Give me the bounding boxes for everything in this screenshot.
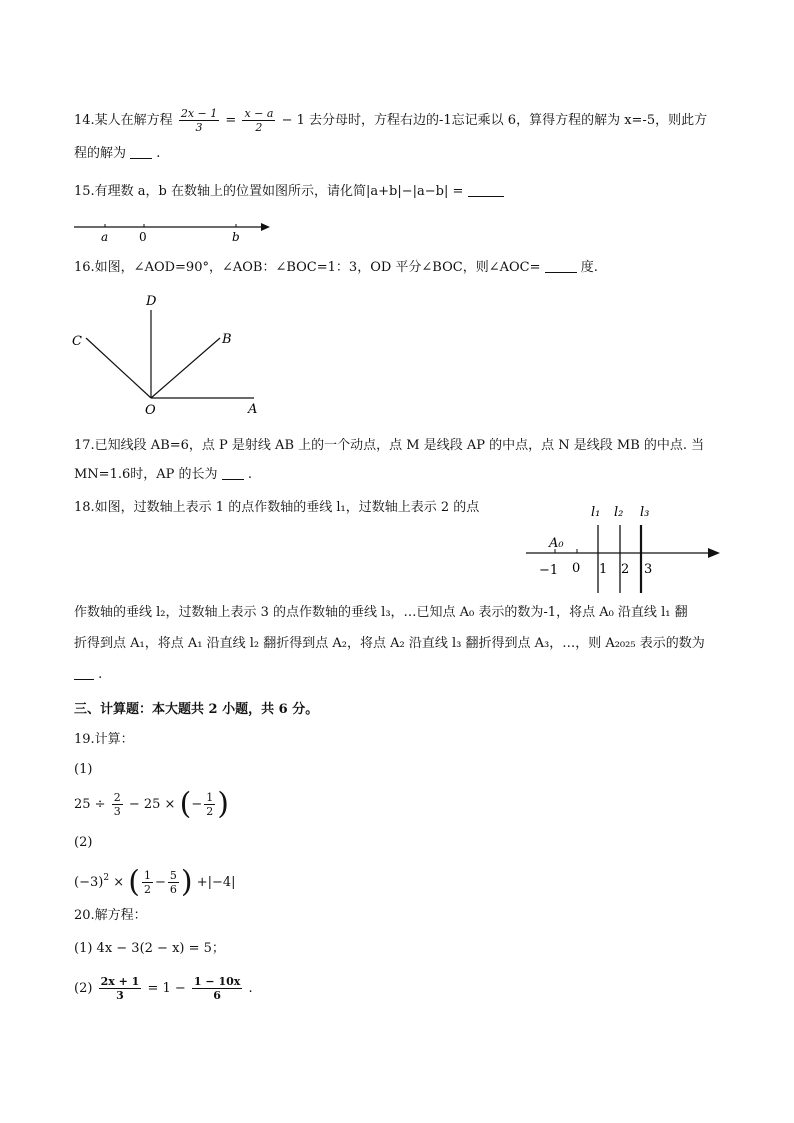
- answer-blank: [545, 272, 577, 273]
- q15-number-line: [70, 215, 280, 247]
- tick-2: 2: [621, 562, 630, 577]
- q19-expr1-fraction1: $\frac{2}{3}$: [113, 791, 121, 818]
- tick-3: 3: [644, 562, 653, 577]
- q20-eq2-fraction2: $\frac{1 - 10x}{6}$: [193, 975, 241, 1002]
- axis-label-a: a: [101, 230, 109, 244]
- point-C: C: [72, 334, 82, 349]
- point-O: O: [145, 403, 156, 418]
- tick-0: 0: [572, 561, 581, 576]
- q16-angle-diagram: [68, 290, 268, 420]
- q20-eq2-fraction1: $\frac{2x + 1}{3}$: [100, 975, 140, 1002]
- q19-expr1-fraction2: $\frac{1}{2}$: [206, 791, 214, 818]
- question-19-part2-label: (2): [74, 835, 93, 850]
- line-l2-label: l₂: [614, 505, 624, 520]
- tick-1: 1: [599, 562, 608, 577]
- question-15: 15.有理数 a，b 在数轴上的位置如图所示，请化简|a+b|−|a−b| =: [74, 183, 504, 201]
- q19-expr2-fraction2: $\frac{5}{6}$: [169, 869, 177, 896]
- question-18-line3: 折得到点 A₁，将点 A₁ 沿直线 l₂ 翻折得到点 A₂，将点 A₂ 沿直线 l₃ 翻折得到点 A₃，…，则 A₂₀₂₅ 表示的数为: [74, 636, 705, 651]
- question-19-expr1: 25 ÷ $\frac{2}{3}$ − 25 × (− $\frac{1}{2}$ ): [74, 786, 229, 822]
- axis-label-0: 0: [139, 230, 147, 244]
- answer-blank: [468, 196, 504, 197]
- q19-expr2-fraction1: $\frac{1}{2}$: [143, 869, 151, 896]
- question-20-eq1: (1) 4x − 3(2 − x) = 5；: [74, 941, 225, 956]
- section-3-title: 三、计算题：本大题共 2 小题，共 6 分。: [74, 702, 319, 717]
- point-A: A: [248, 402, 258, 417]
- question-17-line1: 17.已知线段 AB=6，点 P 是射线 AB 上的一个动点，点 M 是线段 AP 的中点，点 N 是线段 MB 的中点. 当: [74, 438, 705, 453]
- point-D: D: [146, 294, 157, 309]
- question-14-line1: 14.某人在解方程 $\frac{2x - 1}{3}$ = $\frac{x - a}{2}$ − 1 去分母时，方程右边的-1忘记乘以 6，算得方程的解为 x=-5，则此方: [74, 107, 708, 134]
- question-20-eq2: (2) $\frac{2x + 1}{3}$ = 1 − $\frac{1 - 10x}{6}$ .: [74, 975, 253, 1002]
- line-l3-label: l₃: [640, 505, 650, 520]
- question-19-title: 19.计算：: [74, 732, 134, 747]
- question-17-line2: MN=1.6时，AP 的长为 .: [74, 467, 252, 482]
- question-18-line4: .: [74, 666, 102, 684]
- question-18-line1: 18.如图，过数轴上表示 1 的点作数轴的垂线 l₁，过数轴上表示 2 的点: [74, 500, 480, 515]
- question-19-part1-label: (1): [74, 762, 93, 777]
- tick-minus-1: −1: [539, 563, 559, 578]
- q14-lhs-fraction: $\frac{2x - 1}{3}$: [180, 107, 218, 134]
- question-20-title: 20.解方程：: [74, 908, 147, 923]
- answer-blank: [130, 158, 152, 159]
- point-B: B: [222, 332, 232, 347]
- axis-label-b: b: [232, 230, 240, 244]
- answer-blank: [74, 679, 94, 680]
- line-l1-label: l₁: [591, 505, 601, 520]
- q14-rhs-fraction: $\frac{x - a}{2}$: [244, 107, 274, 134]
- answer-blank: [222, 479, 244, 480]
- question-16: 16.如图，∠AOD=90°，∠AOB：∠BOC=1：3，OD 平分∠BOC，则∠AOC= 度.: [74, 260, 598, 275]
- question-19-expr2: $(-3)^2$ × ( $\frac{1}{2}$ − $\frac{5}{6}$ ) +|−4|: [74, 864, 236, 900]
- point-A0: A₀: [549, 536, 564, 551]
- question-14-line2: 程的解为 .: [74, 146, 161, 161]
- question-18-line2: 作数轴的垂线 l₂，过数轴上表示 3 的点作数轴的垂线 l₃，…已知点 A₀ 表示的数为-1，将点 A₀ 沿直线 l₁ 翻: [74, 605, 688, 620]
- q18-number-line: [522, 497, 724, 597]
